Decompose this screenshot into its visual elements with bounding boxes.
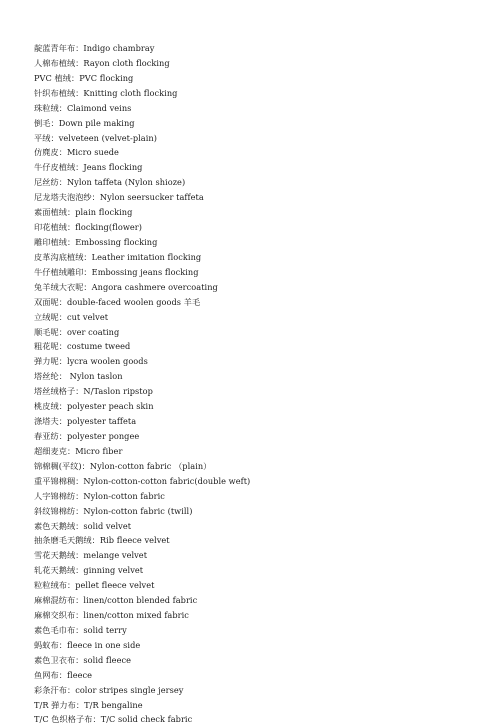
fabric-term-line: 靛蓝青年布：Indigo chambray xyxy=(34,43,155,53)
fabric-term-line: 超细麦克：Micro fiber xyxy=(34,445,123,456)
fabric-term-line: 平绒：velveteen (velvet-plain) xyxy=(34,132,157,143)
fabric-term-line: 皮革沟底植绒：Leather imitation flocking xyxy=(34,251,202,262)
fabric-term-line: 牛仔皮植绒：Jeans flocking xyxy=(34,162,143,173)
fabric-term-line: 尼丝纺：Nylon taffeta (Nylon shioze) xyxy=(34,177,186,188)
fabric-term-line: 珠粒绒：Claimond veins xyxy=(34,102,132,113)
fabric-term-line: 重平锦棉稠：Nylon-cotton-cotton fabric(double weft) xyxy=(34,475,251,486)
fabric-term-line: 立绒呢：cut velvet xyxy=(34,311,109,322)
fabric-term-line: 针织布植绒：Knitting cloth flocking xyxy=(34,87,178,98)
fabric-term-line: 人字锦棉纺：Nylon-cotton fabric xyxy=(34,490,165,501)
fabric-term-line: T/R 弹力布：T/R bengaline xyxy=(34,699,143,710)
fabric-term-list xyxy=(34,41,474,727)
fabric-term-line: 锦棉稠(平纹)：Nylon-cotton fabric （plain） xyxy=(34,460,212,471)
fabric-term-line: PVC 植绒：PVC flocking xyxy=(34,72,134,83)
fabric-term-line: 麻棉交织布：linen/cotton mixed fabric xyxy=(34,610,189,621)
fabric-term-line: 仿麂皮：Micro suede xyxy=(34,147,119,158)
fabric-term-line: 彩条汗布：color stripes single jersey xyxy=(34,684,184,695)
fabric-term-line: 素色毛巾布：solid terry xyxy=(34,624,127,635)
fabric-term-line: 素色卫衣布：solid fleece xyxy=(34,654,132,665)
fabric-term-line: 双面呢：double-faced woolen goods 羊毛 xyxy=(34,296,201,307)
fabric-term-line: 兔羊绒大衣呢：Angora cashmere overcoating xyxy=(34,281,218,292)
fabric-term-line: 桃皮绒：polyester peach skin xyxy=(34,401,154,412)
fabric-term-line: 雪花天鹅绒：melange velvet xyxy=(34,550,148,561)
fabric-term-line: 素色天鹅绒：solid velvet xyxy=(34,520,132,531)
fabric-term-line: 牛仔植绒雕印：Embossing jeans flocking xyxy=(34,266,199,277)
fabric-term-line: 粗花呢：costume tweed xyxy=(34,341,131,352)
fabric-term-line: 顺毛呢：over coating xyxy=(34,326,120,337)
fabric-term-line: 斜纹锦棉纺：Nylon-cotton fabric (twill) xyxy=(34,505,193,516)
fabric-term-line: 蚂蚁布：fleece in one side xyxy=(34,639,141,650)
fabric-term-line: 尼龙塔夫泡泡纱：Nylon seersucker taffeta xyxy=(34,192,204,203)
fabric-term-line: 春亚纺：polyester pongee xyxy=(34,430,140,441)
fabric-term-line: 粒粒绒布：pellet fleece velvet xyxy=(34,580,155,591)
fabric-term-line: 塔丝纶： Nylon taslon xyxy=(34,371,123,382)
fabric-term-line: 人棉布植绒：Rayon cloth flocking xyxy=(34,57,170,68)
fabric-term-line: 印花植绒：flocking(flower) xyxy=(34,222,142,233)
fabric-term-line: T/C 色织格子布：T/C solid check fabric xyxy=(34,714,193,725)
fabric-term-line: 雕印植绒：Embossing flocking xyxy=(34,236,158,247)
fabric-term-line: 鱼网布：fleece xyxy=(34,669,93,680)
fabric-term-line: 抽条磨毛天鹅绒：Rib fleece velvet xyxy=(34,535,170,546)
fabric-term-line: 倒毛：Down pile making xyxy=(34,117,135,128)
fabric-term-line: 素面植绒：plain flocking xyxy=(34,207,133,218)
fabric-term-line: 涤塔夫：polyester taffeta xyxy=(34,416,137,427)
fabric-term-line: 塔丝绒格子：N/Taslon ripstop xyxy=(34,386,153,397)
fabric-term-line: 轧花天鹅绒：ginning velvet xyxy=(34,565,144,576)
fabric-term-line: 麻棉混纺布：linen/cotton blended fabric xyxy=(34,595,198,606)
fabric-term-line: 弹力呢：lycra woolen goods xyxy=(34,356,148,367)
